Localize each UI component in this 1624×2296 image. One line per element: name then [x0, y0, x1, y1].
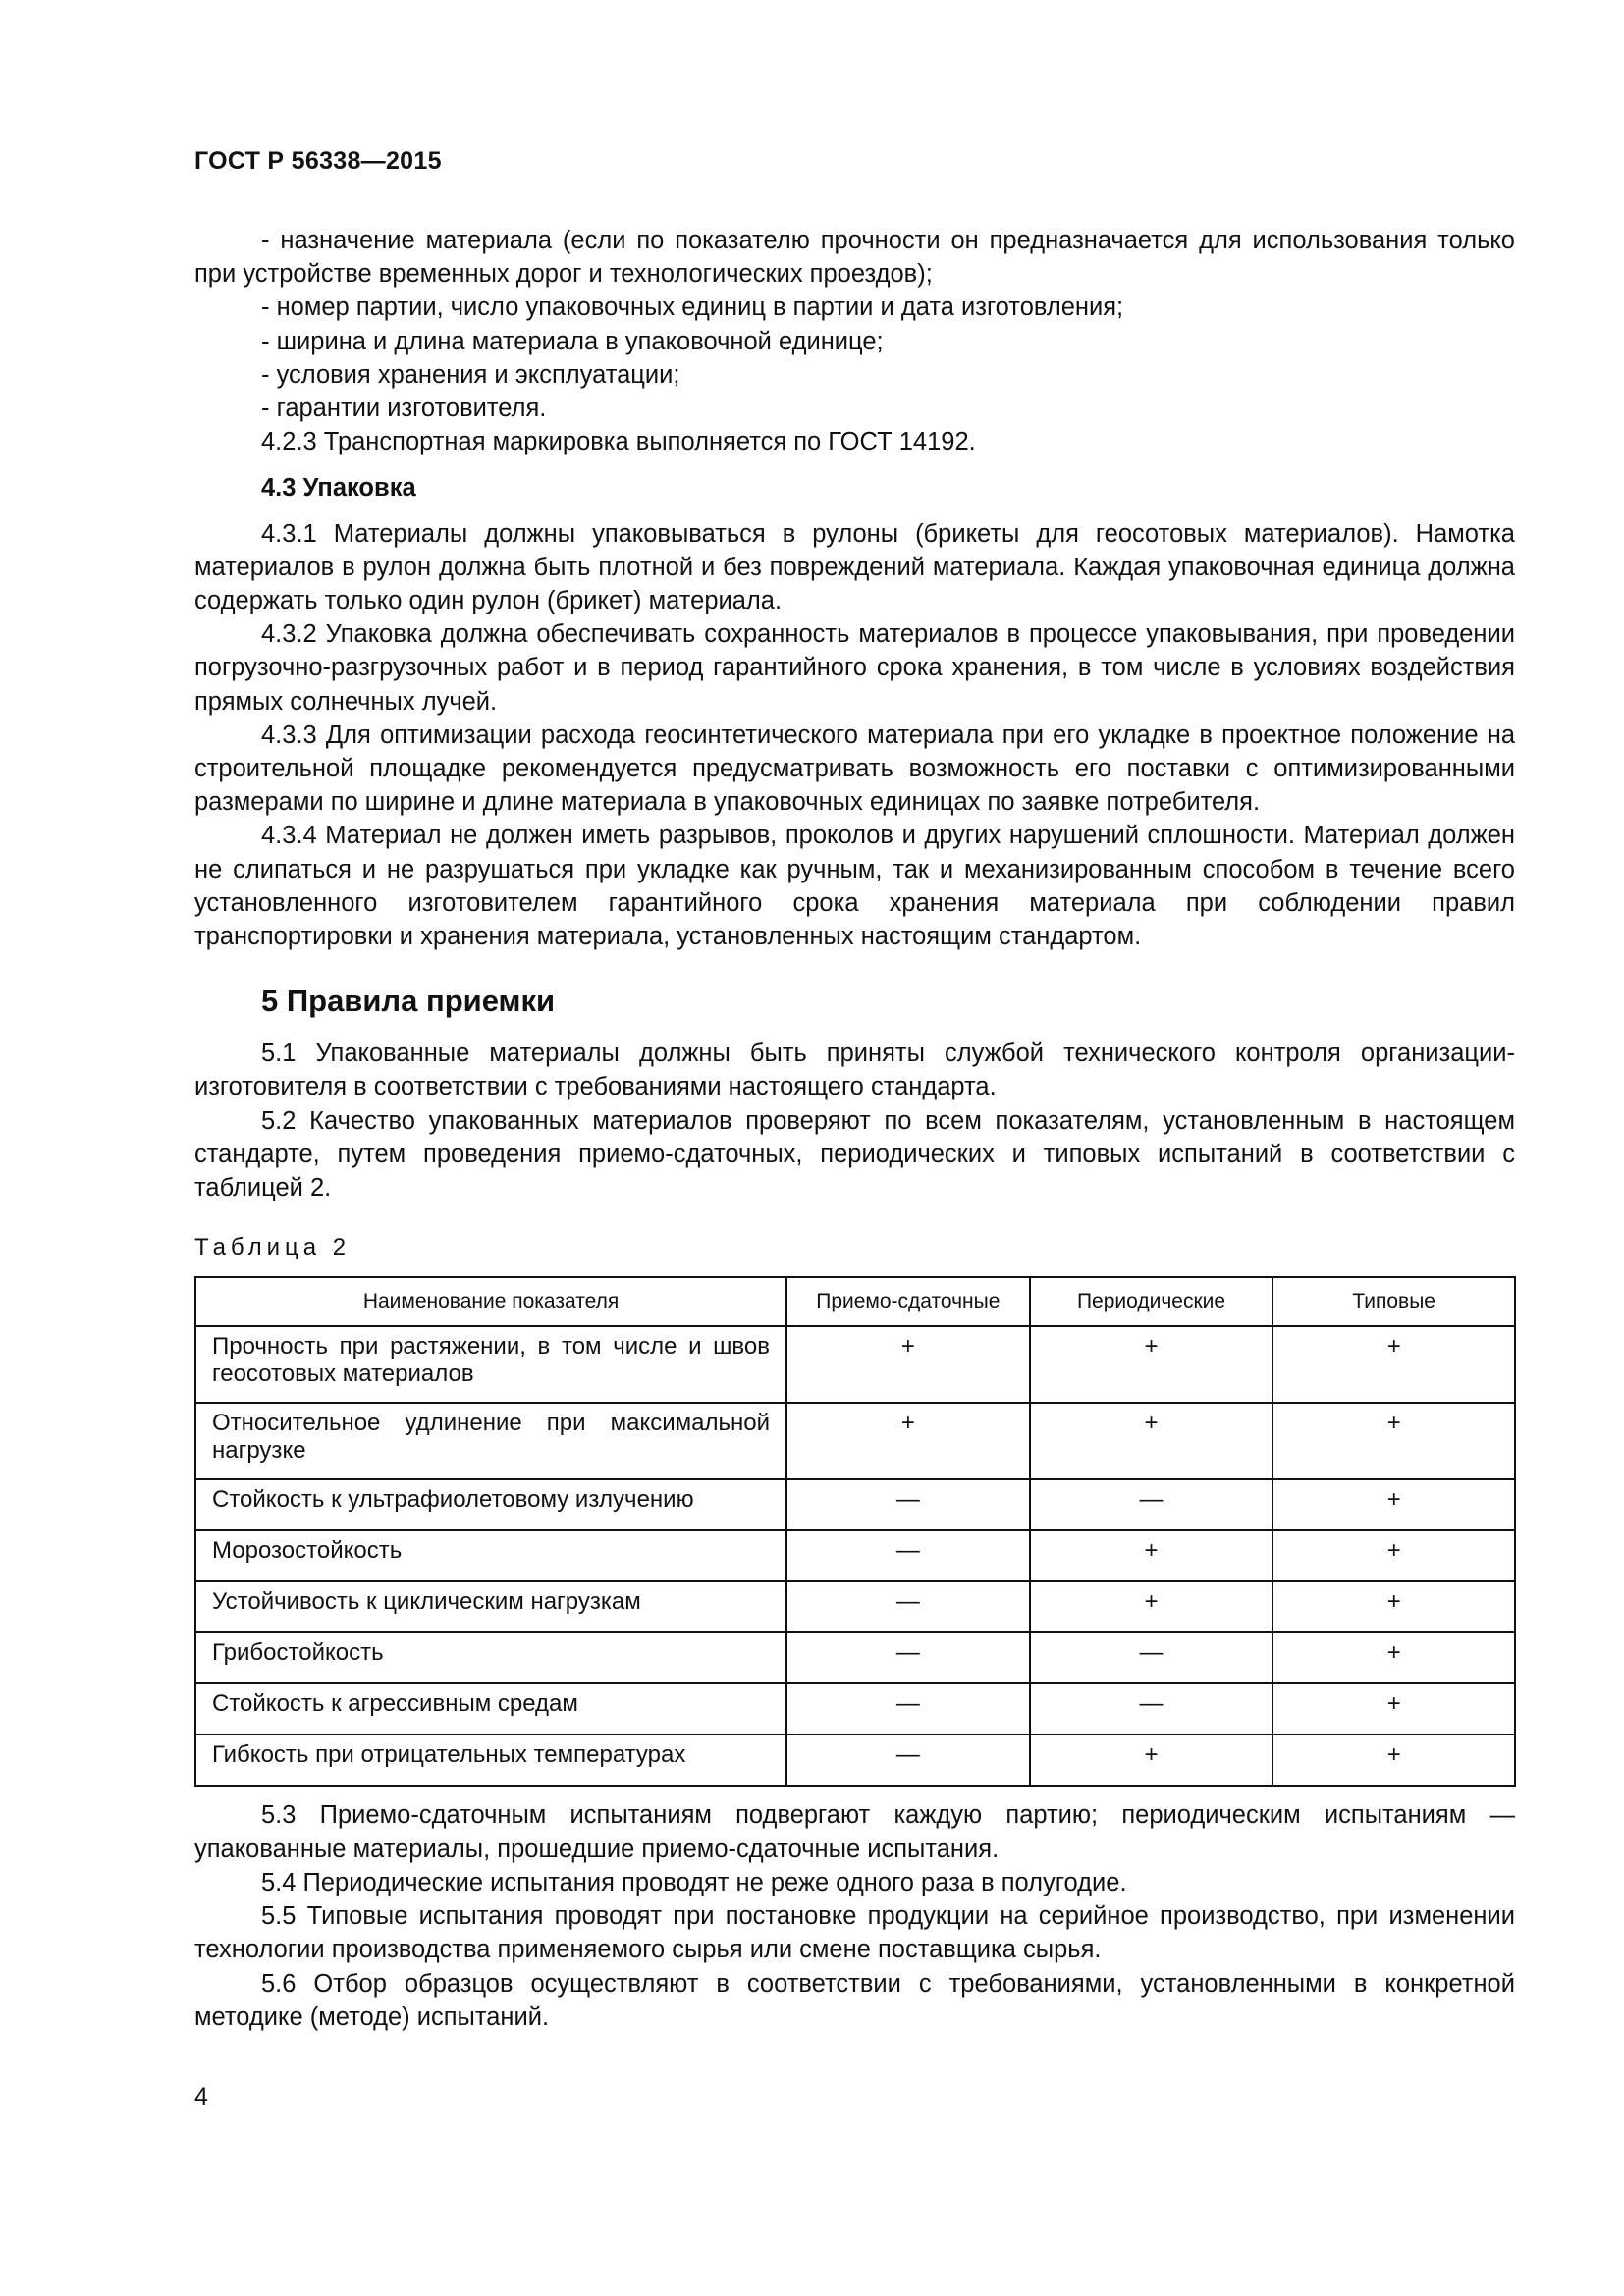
- table-row: [195, 1683, 1515, 1735]
- subsection-title-packaging: 4.3 Упаковка: [261, 474, 416, 503]
- cell-acceptance: +: [786, 1403, 1030, 1479]
- paragraph-storage-conditions: - условия хранения и эксплуатации;: [261, 360, 680, 389]
- cell-periodic: —: [1030, 1683, 1273, 1735]
- paragraph-4-3-1: 4.3.1 Материалы должны упаковываться в рулоны (брикеты для геосотовых материалов). Намотка материалов в рулон должна быть плотной и без повреждений материала. Каждая упаковочная единица должна содержать только один рулон (брикет) материала.: [194, 519, 1515, 615]
- header-indicator: Наименование показателя: [195, 1277, 786, 1326]
- cell-indicator: Прочность при растяжении, в том числе и швов геосотовых материалов: [195, 1326, 786, 1403]
- paragraph-width-length: - ширина и длина материала в упаковочной единице;: [261, 327, 884, 355]
- paragraph-5-4: 5.4 Периодические испытания проводят не реже одного раза в полугодие.: [261, 1868, 1127, 1896]
- cell-type: +: [1272, 1403, 1515, 1479]
- cell-acceptance: —: [786, 1735, 1030, 1786]
- cell-periodic: +: [1030, 1403, 1273, 1479]
- cell-indicator: Грибостойкость: [195, 1632, 786, 1683]
- paragraph-5-1: 5.1 Упакованные материалы должны быть приняты службой технического контроля организации-изготовителя в соответствии с требованиями настоящего стандарта.: [194, 1040, 1515, 1101]
- cell-periodic: +: [1030, 1735, 1273, 1786]
- table-row: [195, 1581, 1515, 1632]
- cell-acceptance: —: [786, 1530, 1030, 1581]
- header-acceptance: Приемо-сдаточные: [786, 1277, 1030, 1326]
- paragraph-4-3-4: 4.3.4 Материал не должен иметь разрывов, проколов и других нарушений сплошности. Материал должен не слипаться и не разрушаться при укладке как ручным, так и механизированным способом в течение всего установленного изготовителем гарантийного срока хранения материала при соблюдении правил транспортировки и хранения материала, установленных настоящим стандартом.: [194, 822, 1515, 951]
- header-type: Типовые: [1272, 1277, 1515, 1326]
- cell-indicator: Стойкость к агрессивным средам: [195, 1683, 786, 1735]
- cell-indicator: Устойчивость к циклическим нагрузкам: [195, 1581, 786, 1632]
- paragraph-4-3-3: 4.3.3 Для оптимизации расхода геосинтетического материала при его укладке в проектное положение на строительной площадке рекомендуется предусматривать возможность его поставки с оптимизированными размерами по ширине и длине материала в упаковочных единицах по заявке потребителя.: [194, 721, 1515, 817]
- document-code-header: ГОСТ Р 56338—2015: [194, 147, 442, 175]
- table-row: [195, 1735, 1515, 1786]
- paragraph-batch-number: - номер партии, число упаковочных единиц в партии и дата изготовления;: [261, 294, 1124, 322]
- cell-acceptance: —: [786, 1632, 1030, 1683]
- page-content: [194, 224, 1515, 2034]
- page-number: 4: [194, 2083, 208, 2110]
- paragraph-purpose: - назначение материала (если по показателю прочности он предназначается для использования только при устройстве временных дорог и технологических проездов);: [194, 227, 1515, 289]
- paragraph-5-5: 5.5 Типовые испытания проводят при постановке продукции на серийное производство, при изменении технологии производства применяемого сырья или смене поставщика сырья.: [194, 1902, 1515, 1964]
- cell-indicator: Относительное удлинение при максимальной нагрузке: [195, 1403, 786, 1479]
- cell-type: +: [1272, 1581, 1515, 1632]
- cell-type: +: [1272, 1632, 1515, 1683]
- paragraph-5-3: 5.3 Приемо-сдаточным испытаниям подвергают каждую партию; периодическим испытаниям — упакованные материалы, прошедшие приемо-сдаточные испытания.: [194, 1801, 1515, 1863]
- paragraph-5-6: 5.6 Отбор образцов осуществляют в соответствии с требованиями, установленными в конкретной методике (методе) испытаний.: [194, 1969, 1515, 2031]
- cell-periodic: +: [1030, 1326, 1273, 1403]
- cell-periodic: +: [1030, 1530, 1273, 1581]
- cell-type: +: [1272, 1479, 1515, 1530]
- paragraph-4-3-2: 4.3.2 Упаковка должна обеспечивать сохранность материалов в процессе упаковывания, при проведении погрузочно-разгрузочных работ и в период гарантийного срока хранения, в том числе в условиях воздействия прямых солнечных лучей.: [194, 620, 1515, 716]
- paragraph-guarantees: - гарантии изготовителя.: [261, 395, 547, 423]
- cell-periodic: +: [1030, 1581, 1273, 1632]
- cell-type: +: [1272, 1683, 1515, 1735]
- cell-indicator: Стойкость к ультрафиолетовому излучению: [195, 1479, 786, 1530]
- cell-type: +: [1272, 1735, 1515, 1786]
- table-row: [195, 1326, 1515, 1403]
- table-row: [195, 1632, 1515, 1683]
- cell-acceptance: —: [786, 1683, 1030, 1735]
- paragraph-4-2-3: 4.2.3 Транспортная маркировка выполняется по ГОСТ 14192.: [261, 428, 976, 456]
- cell-type: +: [1272, 1326, 1515, 1403]
- table-row: [195, 1479, 1515, 1530]
- cell-acceptance: +: [786, 1326, 1030, 1403]
- table-header-row: [195, 1277, 1515, 1326]
- cell-indicator: Морозостойкость: [195, 1530, 786, 1581]
- table-caption: Таблица 2: [194, 1234, 352, 1261]
- cell-type: +: [1272, 1530, 1515, 1581]
- cell-acceptance: —: [786, 1581, 1030, 1632]
- cell-acceptance: —: [786, 1479, 1030, 1530]
- cell-periodic: —: [1030, 1632, 1273, 1683]
- tests-table: [194, 1276, 1516, 1787]
- table-row: [195, 1530, 1515, 1581]
- paragraph-5-2: 5.2 Качество упакованных материалов проверяют по всем показателям, установленным в настоящем стандарте, путем проведения приемо-сдаточных, периодических и типовых испытаний в соответствии с таблицей 2.: [194, 1106, 1515, 1202]
- header-periodic: Периодические: [1030, 1277, 1273, 1326]
- table-row: [195, 1403, 1515, 1479]
- section-title-acceptance-rules: 5 Правила приемки: [261, 984, 556, 1019]
- cell-periodic: —: [1030, 1479, 1273, 1530]
- cell-indicator: Гибкость при отрицательных температурах: [195, 1735, 786, 1786]
